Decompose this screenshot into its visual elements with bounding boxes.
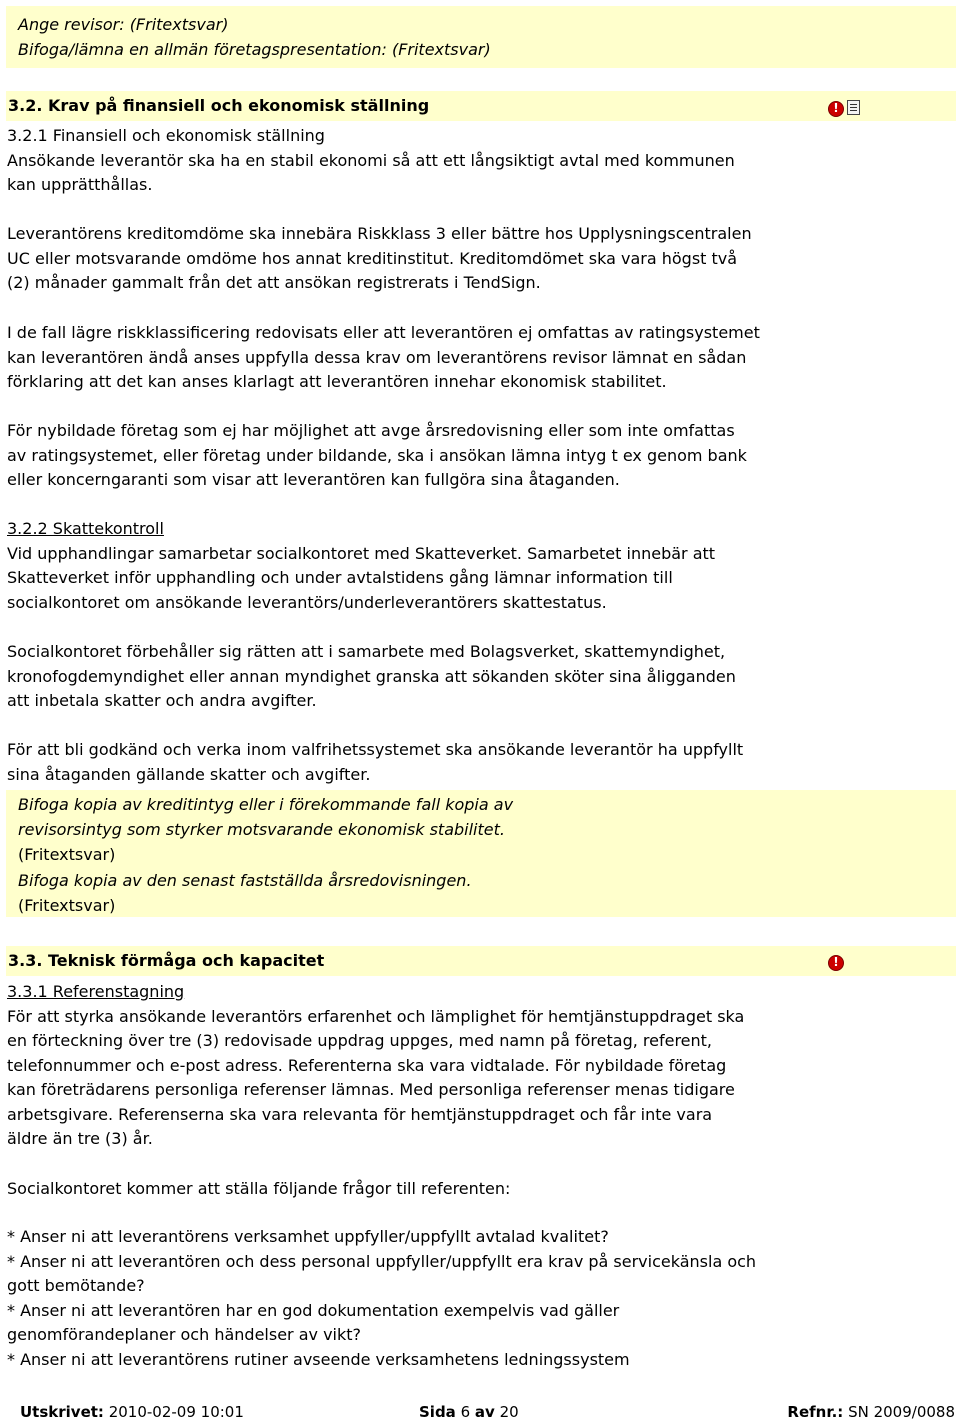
p1-line: kan upprätthållas. bbox=[7, 175, 153, 194]
p4-line: eller koncerngaranti som visar att leverantören kan fullgöra sina åtaganden. bbox=[7, 470, 620, 489]
p2-line: att inbetala skatter och andra avgifter. bbox=[7, 691, 317, 710]
forbehall-paragraph bbox=[7, 640, 937, 714]
revisor-field[interactable]: Ange revisor: (Fritextsvar) bbox=[18, 15, 229, 34]
p3-line: I de fall lägre riskklassificering redovisats eller att leverantören ej omfattas av ratingsystemet bbox=[7, 323, 760, 342]
printed-label: Utskrivet: bbox=[20, 1403, 104, 1421]
ref-value: SN 2009/0088 bbox=[848, 1403, 955, 1421]
kreditomdome-paragraph bbox=[7, 222, 937, 296]
answer-line: revisorsintyg som styrker motsvarande ekonomisk stabilitet. bbox=[18, 819, 505, 839]
question-line: * Anser ni att leverantörens verksamhet uppfyller/uppfyllt avtalad kvalitet? bbox=[7, 1227, 609, 1246]
sub-3-2-1 bbox=[7, 124, 937, 198]
p1-line: Vid upphandlingar samarbetar socialkontoret med Skatteverket. Samarbetet innebär att bbox=[7, 543, 716, 563]
p2-line: UC eller motsvarande omdöme hos annat kreditinstitut. Kreditomdömet ska vara högst två bbox=[7, 248, 738, 268]
kreditintyg-field[interactable]: (Fritextsvar) bbox=[18, 845, 116, 864]
nybildade-paragraph bbox=[7, 419, 937, 493]
section-3-3-bar bbox=[6, 946, 956, 976]
p1-line: kan företrädarens personliga referenser lämnas. Med personliga referenser menas tidigare bbox=[7, 1080, 735, 1099]
p3-line: förklaring att det kan anses klarlagt att leverantören innehar ekonomisk stabilitet. bbox=[7, 372, 667, 391]
p2-line: (2) månader gammalt från det att ansökan registrerats i TendSign. bbox=[7, 273, 541, 292]
reference-questions bbox=[7, 1225, 937, 1372]
p1-line: socialkontoret om ansökande leverantörs/underleverantörers skattestatus. bbox=[7, 592, 607, 612]
footer-ref bbox=[787, 1403, 955, 1423]
question-line: * Anser ni att leverantören har en god dokumentation exempelvis vad gäller bbox=[7, 1300, 620, 1320]
question-line: * Anser ni att leverantören och dess personal uppfyller/uppfyllt era krav på servicekänsla och bbox=[7, 1251, 757, 1271]
p4-line: För nybildade företag som ej har möjlighet att avge årsredovisning eller som inte omfattas bbox=[7, 421, 735, 440]
page-of: av bbox=[474, 1403, 495, 1421]
fragor-intro bbox=[7, 1177, 937, 1202]
p1-line: arbetsgivare. Referenserna ska vara relevanta för hemtjänstuppdraget och får inte vara bbox=[7, 1104, 713, 1124]
page-label: Sida bbox=[419, 1403, 456, 1421]
top-answer-box bbox=[6, 6, 956, 68]
p1-line: Ansökande leverantör ska ha en stabil ekonomi så att ett långsiktigt avtal med kommunen bbox=[7, 150, 735, 170]
warning-icon bbox=[828, 955, 844, 971]
p1-line: Skatteverket inför upphandling och under avtalstidens gång lämnar information till bbox=[7, 568, 673, 587]
section-3-2-title: 3.2. Krav på finansiell och ekonomisk ställning bbox=[8, 96, 430, 115]
p4-line: av ratingsystemet, eller företag under bildande, ska i ansökan lämna intyg t ex genom bank bbox=[7, 445, 747, 465]
sub-3-2-2 bbox=[7, 517, 937, 615]
section-3-3-title: 3.3. Teknisk förmåga och kapacitet bbox=[8, 951, 325, 970]
section-3-2-bar bbox=[6, 91, 956, 121]
p2-line: Socialkontoret kommer att ställa följande frågor till referenten: bbox=[7, 1179, 511, 1198]
answer-line: Bifoga kopia av kreditintyg eller i förekommande fall kopia av bbox=[18, 795, 514, 814]
p3-line: sina åtaganden gällande skatter och avgifter. bbox=[7, 764, 371, 784]
question-line: gott bemötande? bbox=[7, 1276, 145, 1295]
p1-line: en förteckning över tre (3) redovisade uppdrag uppges, med namn på företag, referent, bbox=[7, 1031, 713, 1050]
presentation-field[interactable]: Bifoga/lämna en allmän företagspresentation: (Fritextsvar) bbox=[18, 40, 491, 59]
p1-line: För att styrka ansökande leverantörs erfarenhet och lämplighet för hemtjänstuppdraget ska bbox=[7, 1006, 745, 1026]
footer-page bbox=[419, 1403, 519, 1423]
sub-3-3-1 bbox=[7, 980, 937, 1152]
sub-3-2-2-heading: 3.2.2 Skattekontroll bbox=[7, 519, 164, 538]
sub-3-2-1-heading: 3.2.1 Finansiell och ekonomisk ställning bbox=[7, 126, 325, 145]
riskklass-paragraph bbox=[7, 321, 937, 395]
page-total: 20 bbox=[499, 1403, 519, 1421]
p1-line: telefonnummer och e-post adress. Referenterna ska vara vidtalade. För nybildade företag bbox=[7, 1055, 727, 1075]
footer-printed bbox=[20, 1403, 244, 1423]
question-line: genomförandeplaner och händelser av vikt? bbox=[7, 1325, 362, 1344]
kreditintyg-answer-box bbox=[6, 790, 956, 917]
answer-line: Bifoga kopia av den senast fastställda årsredovisningen. bbox=[18, 871, 472, 890]
note-icon bbox=[847, 100, 860, 115]
arsredovisning-field[interactable]: (Fritextsvar) bbox=[18, 896, 116, 915]
printed-date: 2010-02-09 10:01 bbox=[108, 1403, 244, 1421]
p2-line: Socialkontoret förbehåller sig rätten att i samarbete med Bolagsverket, skattemyndighet, bbox=[7, 642, 726, 661]
p3-line: kan leverantören ändå anses uppfylla dessa krav om leverantörens revisor lämnat en sådan bbox=[7, 347, 747, 367]
page-current: 6 bbox=[460, 1403, 471, 1421]
ref-label: Refnr.: bbox=[787, 1403, 844, 1421]
p3-line: För att bli godkänd och verka inom valfrihetssystemet ska ansökande leverantör ha uppfyllt bbox=[7, 740, 744, 759]
p2-line: kronofogdemyndighet eller annan myndighet granska att sökanden sköter sina åligganden bbox=[7, 666, 736, 686]
godkand-paragraph bbox=[7, 738, 937, 787]
warning-icon bbox=[828, 101, 844, 117]
p2-line: Leverantörens kreditomdöme ska innebära Riskklass 3 eller bättre hos Upplysningscentralen bbox=[7, 224, 752, 243]
question-line: * Anser ni att leverantörens rutiner avseende verksamhetens ledningssystem bbox=[7, 1349, 630, 1369]
p1-line: äldre än tre (3) år. bbox=[7, 1129, 153, 1148]
sub-3-3-1-heading: 3.3.1 Referenstagning bbox=[7, 982, 185, 1001]
